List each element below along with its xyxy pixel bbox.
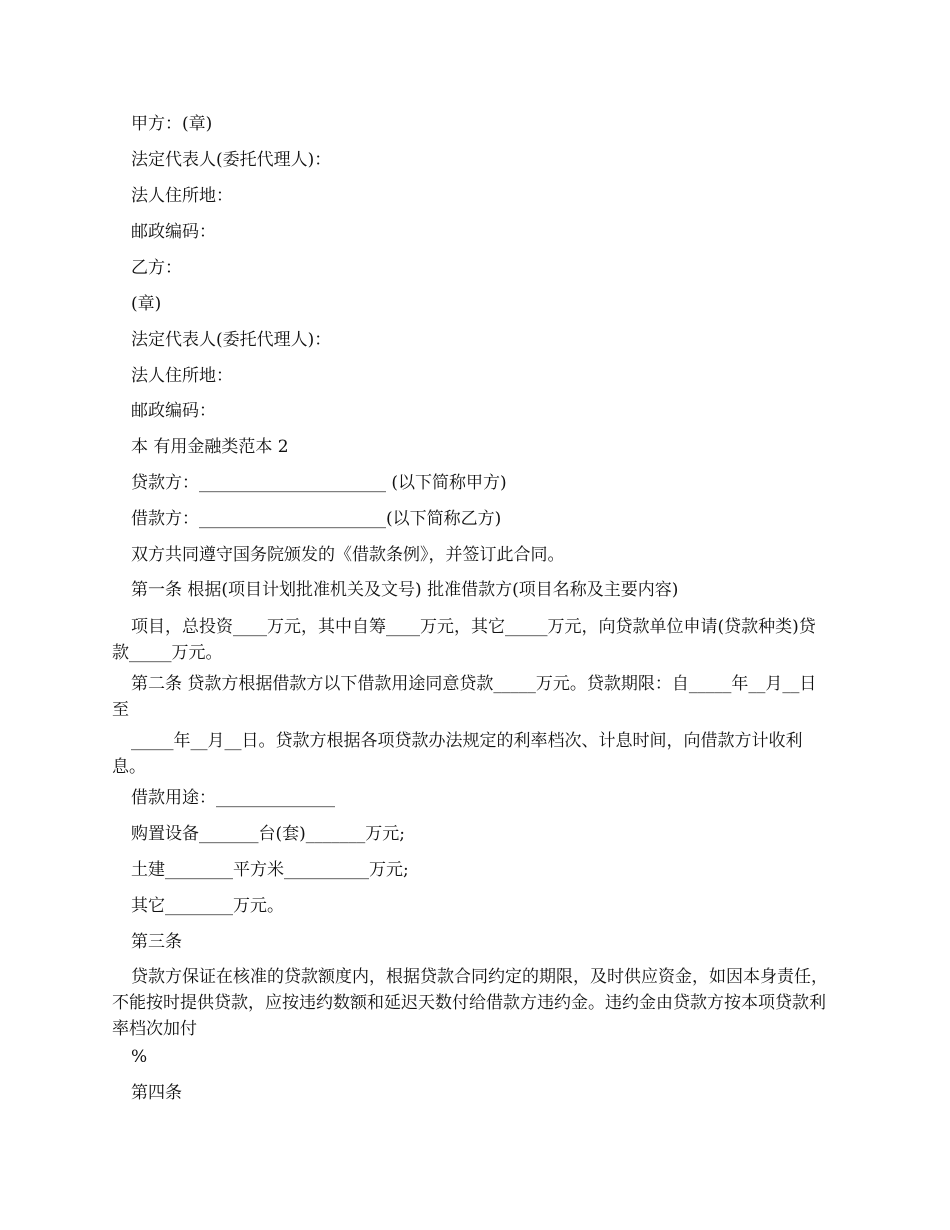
party-b-postal-code: 邮政编码：: [131, 401, 216, 421]
party-b-legal-representative: 法定代表人(委托代理人)：: [131, 330, 332, 350]
civil-construction: 土建________平方米__________万元;: [131, 860, 409, 880]
party-b-label: 乙方：: [131, 258, 182, 278]
equipment-purchase: 购置设备_______台(套)_______万元;: [131, 824, 405, 844]
article-2: 第二条 贷款方根据借款方以下借款用途同意贷款_____万元。贷款期限：自_____年__月__日至: [112, 674, 817, 720]
project-investment: 项目，总投资____万元，其中自筹____万元，其它_____万元，向贷款单位申请(贷款种类)贷款_____万元。: [112, 617, 816, 663]
loan-purpose: 借款用途：______________: [131, 788, 335, 808]
preamble: 双方共同遵守国务院颁发的《借款条例》，并签订此合同。: [131, 545, 565, 565]
template-heading: 本 有用金融类范本 2: [131, 437, 289, 457]
party-a-seal: 甲方：(章): [131, 114, 213, 134]
article-3-body: 贷款方保证在核准的贷款额度内，根据贷款合同约定的期限，及时供应资金，如因本身责任，不能按时提供贷款，应按违约数额和延迟天数付给借款方违约金。违约金由贷款方按本项贷款利率档次加付: [112, 967, 828, 1039]
party-b-domicile: 法人住所地：: [131, 366, 233, 386]
article-3: 第三条: [131, 932, 182, 952]
party-a-postal-code: 邮政编码：: [131, 222, 216, 242]
party-b-seal: (章): [131, 294, 162, 314]
party-a-domicile: 法人住所地：: [131, 186, 233, 206]
percent-sign: %: [131, 1047, 148, 1067]
article-4: 第四条: [131, 1083, 182, 1103]
loan-term-interest: _____年__月__日。贷款方根据各项贷款办法规定的利率档次、计息时间，向借款方计收利息。: [112, 731, 803, 777]
borrower-line: 借款方：______________________(以下简称乙方): [131, 509, 502, 529]
article-1: 第一条 根据(项目计划批准机关及文号) 批准借款方(项目名称及主要内容): [131, 580, 679, 600]
lender-line: 贷款方：______________________ (以下简称甲方): [131, 473, 507, 493]
other-costs: 其它________万元。: [131, 896, 284, 916]
party-a-legal-representative: 法定代表人(委托代理人)：: [131, 150, 332, 170]
